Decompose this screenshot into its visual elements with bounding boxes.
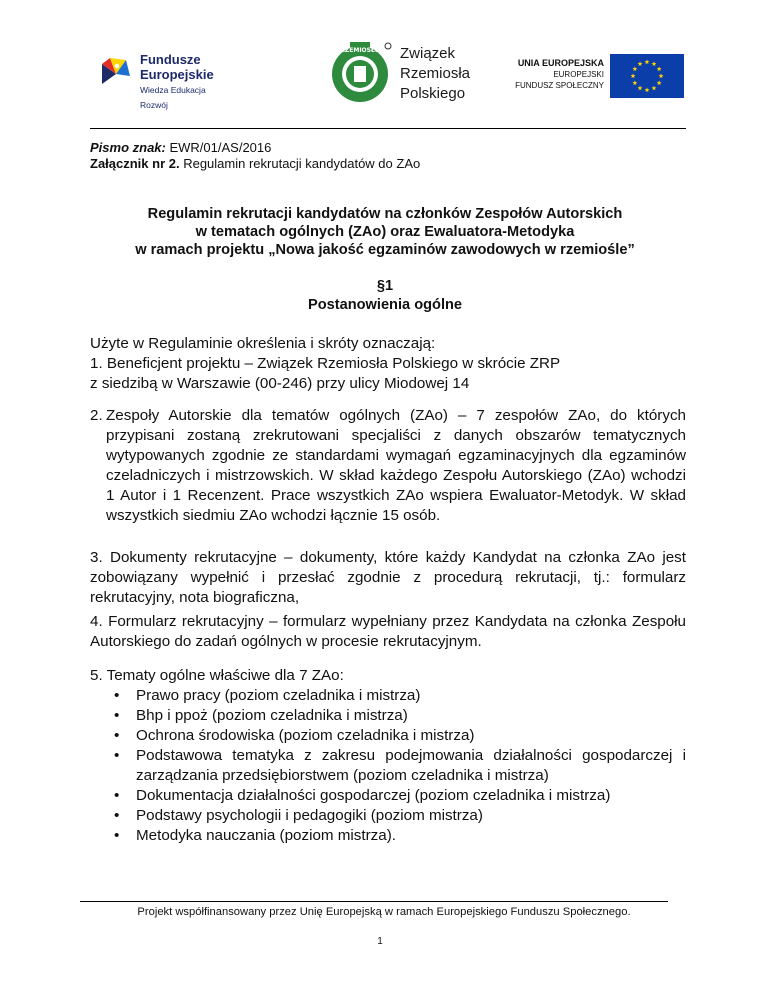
svg-text:RZEMIOSŁO: RZEMIOSŁO [340,47,380,54]
page-number: 1 [377,936,383,947]
definition-3: 3. Dokumenty rekrutacyjne – dokumenty, które każdy Kandydat na członka ZAo jest zobowiązany wypełnić i przesłać zgodnie z procedurą rekrutacji, tj.: formularz rekrutacyjny, nota biograficzna, [90,549,686,606]
zrp-emblem-icon [330,40,394,106]
fe-logo-line3: Wiedza Edukacja Rozwój [140,85,206,110]
footer-divider [80,901,668,902]
list-item: • Podstawowa tematyka z zakresu podejmowania działalności gospodarczej i zarządzania przedsiębiorstwem (poziom czeladnika i mistrza) [114,747,686,784]
title-line3: w ramach projektu „Nowa jakość egzaminów zawodowych w rzemiośle” [135,242,635,258]
fe-flag-icon [100,54,132,86]
zalacznik-value: Regulamin rekrutacji kandydatów do ZAo [179,156,421,171]
definition-2 [90,406,686,526]
eu-logo [500,52,690,100]
pismo-label: Pismo znak: [90,140,166,155]
list-item: • Podstawy psychologii i pedagogiki (poziom mistrza) [114,807,483,824]
zrp-logo-line2: Rzemiosła [400,65,471,82]
topics-list [90,686,686,846]
section-number: §1 [376,278,394,294]
fe-logo-line2: Europejskie [140,67,214,82]
section-heading [60,277,710,315]
letter-reference [90,140,271,156]
intro-paragraph [90,334,686,394]
list-item: • Dokumentacja działalności gospodarczej (poziom czeladnika i mistrza) [114,787,611,804]
fundusze-europejskie-logo [100,46,230,110]
definition-1: 1. Beneficjent projektu – Związek Rzemiosła Polskiego w skrócie ZRP [90,355,561,372]
eu-logo-line1: UNIA EUROPEJSKA [517,58,604,68]
eu-logo-line3: FUNDUSZ SPOŁECZNY [515,81,604,90]
list-item: • Bhp i ppoż (poziom czeladnika i mistrza) [114,707,408,724]
fe-logo-line1: Fundusze [140,52,201,67]
bullet-icon: • [114,687,120,704]
title-line1: Regulamin rekrutacji kandydatów na członków Zespołów Autorskich [147,206,623,222]
definition-2-text: Zespoły Autorskie dla tematów ogólnych (ZAo) – 7 zespołów ZAo, do których przypisani zostaną zrekrutowani specjaliści z danych obszarów tematycznych wytypowanych zgodnie ze standardami wymagań egzaminacyjnych dla egzaminów czeladniczych i mistrzowskich. W skład każdego Zespołu Autorskiego (ZAo) wchodzi 1 Autor i 1 Recenzent. Prace wszystkich ZAo wspiera Ewaluator-Metodyk. W skład wszystkich siedmiu ZAo wchodzi łącznie 15 osób. [106,407,686,524]
list-item: • Prawo pracy (poziom czeladnika i mistrza) [114,687,421,704]
list-item: • Metodyka nauczania (poziom mistrza). [114,827,396,844]
definition-2-number: 2. [90,407,103,424]
eu-flag-icon [610,54,684,98]
bullet-icon: • [114,747,120,764]
list-item: • Ochrona środowiska (poziom czeladnika i mistrza) [114,727,475,744]
document-title [60,205,710,259]
zrp-logo-line3: Polskiego [400,85,466,102]
header-logos [0,40,768,110]
section-name: Postanowienia ogólne [307,297,463,313]
pismo-value: EWR/01/AS/2016 [165,140,272,155]
header-divider [90,128,686,129]
definition-1-cont: z siedzibą w Warszawie (00-246) przy ulicy Miodowej 14 [90,375,470,392]
eu-logo-line2: EUROPEJSKI [553,70,604,79]
footer-text: Projekt współfinansowany przez Unię Europejską w ramach Europejskiego Funduszu Społecznego. [137,906,631,918]
definition-5-intro: 5. Tematy ogólne właściwe dla 7 ZAo: [90,667,344,684]
zrp-logo [330,40,490,108]
zalacznik-label: Załącznik nr 2. [90,156,180,171]
bullet-icon: • [114,787,120,804]
title-line2: w tematach ogólnych (ZAo) oraz Ewaluatora-Metodyka [195,224,575,240]
intro-text: Użyte w Regulaminie określenia i skróty oznaczają: [90,335,436,352]
bullet-icon: • [114,727,120,744]
zrp-logo-line1: Związek [400,45,456,62]
bullet-icon: • [114,807,120,824]
bullet-icon: • [114,707,120,724]
bullet-icon: • [114,827,120,844]
attachment-reference [90,156,420,172]
definition-5 [90,666,686,846]
definition-4: 4. Formularz rekrutacyjny – formularz wypełniany przez Kandydata na członka Zespołu Autorskiego do zadań ogólnych w procesie rekrutacyjnym. [90,613,686,650]
